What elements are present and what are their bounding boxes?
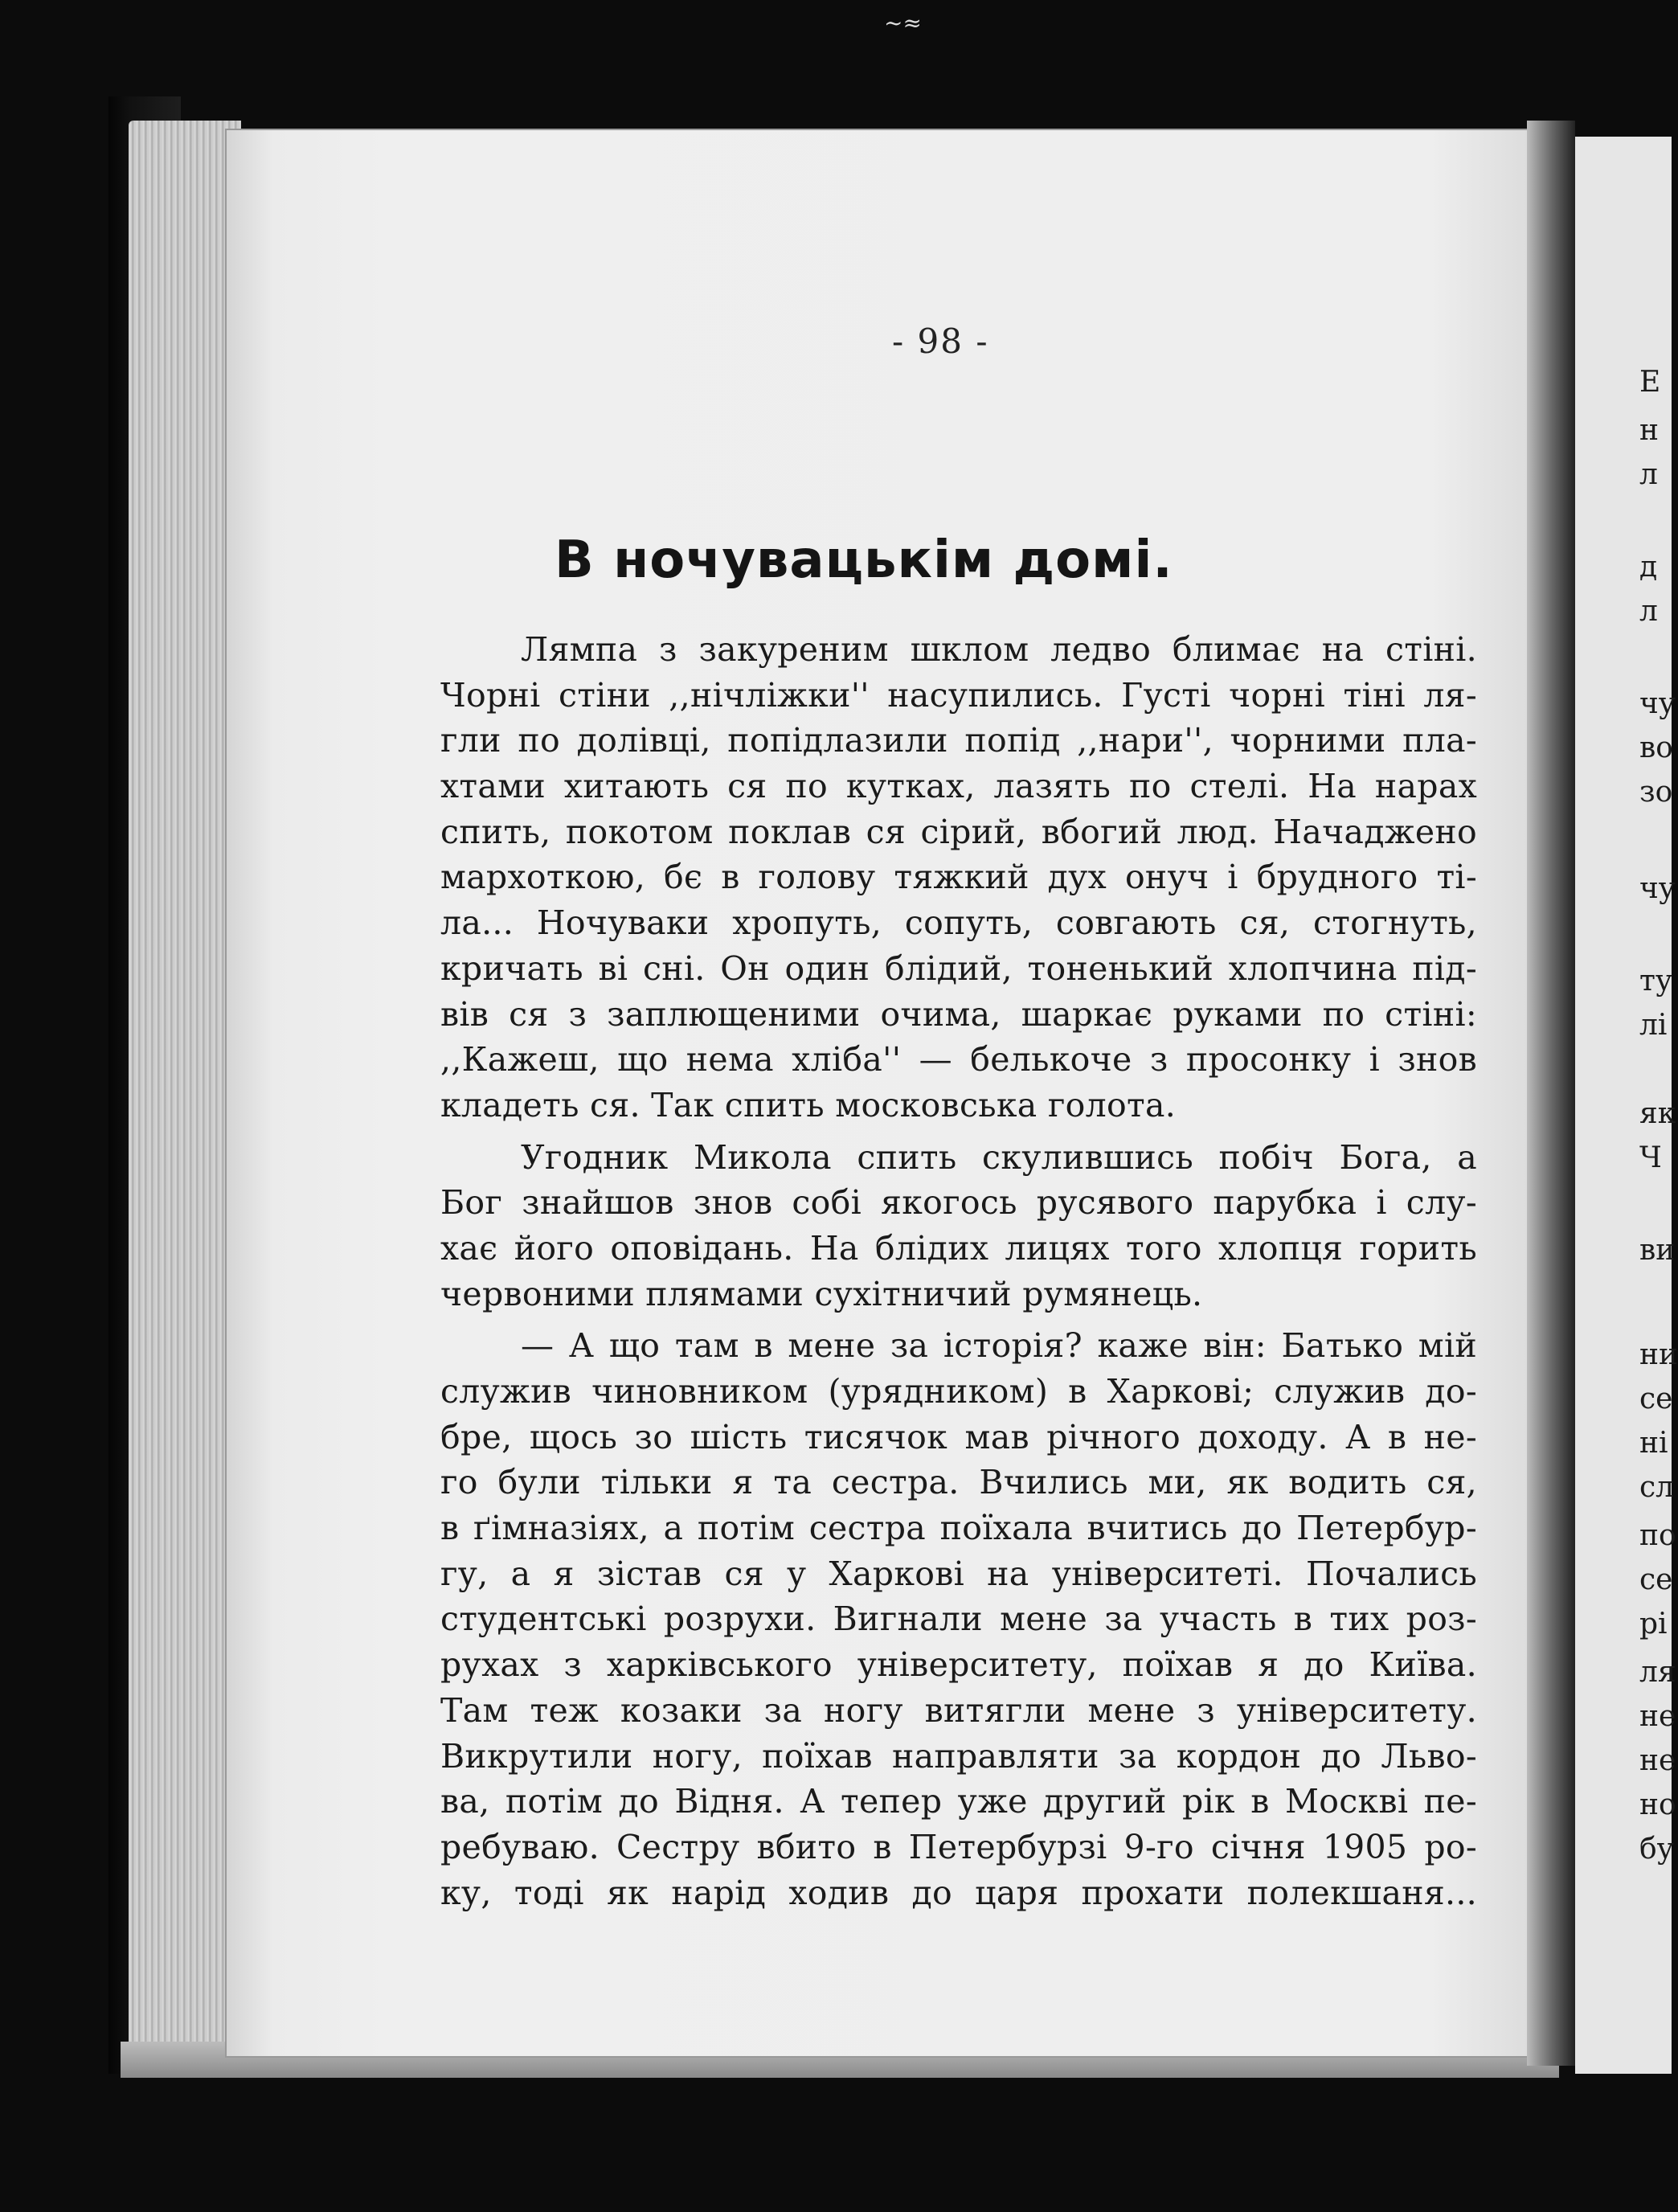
adjacent-page-fragment: не	[1639, 1744, 1676, 1777]
adjacent-page-fragment: по	[1639, 1519, 1676, 1552]
page-stack-edge	[129, 121, 241, 2066]
text-line: хтами хитають ся по кутках, лазять по стелі. На нарах	[440, 767, 1477, 806]
text-line: ва, потім до Відня. А тепер уже другий рік в Москві пе-	[440, 1782, 1477, 1821]
body-text	[440, 627, 1477, 1915]
text-line: хає його оповідань. На блідих лицях того хлопця горить	[440, 1228, 1477, 1268]
text-line: гу, а я зістав ся у Харкові на університеті. Почались	[440, 1554, 1477, 1593]
page-number: - 98 -	[892, 322, 989, 361]
text-line: бре, щось зо шість тисячок мав річного доходу. А в не-	[440, 1417, 1477, 1456]
text-line: кричать ві сні. Он один блідий, тоненький хлопчина під-	[440, 948, 1477, 988]
text-line: вів ся з заплющеними очима, шаркає руками по стіні:	[440, 994, 1477, 1034]
text-line: Викрутили ногу, поїхав направляти за кордон до Льво-	[440, 1736, 1477, 1776]
text-line: — А що там в мене за історія? каже він: Батько мій	[521, 1326, 1477, 1366]
adjacent-page-fragment: зо	[1639, 776, 1673, 809]
adjacent-page-fragment: се	[1639, 1563, 1673, 1596]
text-line: ла... Ночуваки хропуть, сопуть, совгають ся, стогнуть,	[440, 903, 1477, 943]
adjacent-page-fragment: н	[1639, 414, 1659, 447]
adjacent-page-fragment: ту	[1639, 965, 1673, 997]
adjacent-page-fragment: сл	[1639, 1471, 1675, 1504]
adjacent-page-fragment: чу	[1639, 687, 1676, 720]
text-line: служив чиновником (урядником) в Харкові; служив до-	[440, 1372, 1477, 1411]
scan-artifact-mark: ~≈	[884, 10, 922, 36]
text-line: Бог знайшов знов собі якогось русявого парубка і слу-	[440, 1183, 1477, 1223]
text-line: ,,Кажеш, що нема хліба'' — белькоче з просонку і знов	[440, 1040, 1477, 1079]
adjacent-page-fragment: ля	[1639, 1656, 1676, 1689]
text-line: червоними плямами сухітничий румянець.	[440, 1274, 1203, 1313]
text-line: Там теж козаки за ногу витягли мене з університету.	[440, 1690, 1477, 1730]
adjacent-page-fragment: не	[1639, 1700, 1676, 1733]
text-line: студентські розрухи. Вигнали мене за участь в тих роз-	[440, 1600, 1477, 1639]
adjacent-page-fragment: рі	[1639, 1608, 1668, 1641]
chapter-title: В ночувацькім домі.	[555, 530, 1173, 590]
text-line: кладеть ся. Так спить московська голота.	[440, 1085, 1177, 1124]
text-line: гли по долівці, попідлазили попід ,,нари'', чорними пла-	[440, 721, 1477, 760]
text-line: ребуваю. Сестру вбито в Петербурзі 9-го січня 1905 ро-	[440, 1827, 1477, 1866]
text-line: Угодник Микола спить скулившись побіч Бога, а	[521, 1137, 1477, 1177]
text-line: ку, тоді як нарід ходив до царя прохати полекшаня...	[440, 1873, 1477, 1912]
adjacent-page-fragment: Е	[1639, 366, 1661, 399]
adjacent-page-fragment: бу	[1639, 1833, 1674, 1866]
adjacent-page-fragment: д	[1639, 551, 1658, 584]
adjacent-page-fragment: ни	[1639, 1338, 1678, 1371]
adjacent-page-fragment: чу	[1639, 872, 1676, 905]
text-line: го були тільки я та сестра. Вчились ми, як водить ся,	[440, 1463, 1477, 1502]
adjacent-page-fragment: лі	[1639, 1009, 1668, 1042]
adjacent-page-fragment: л	[1639, 458, 1658, 491]
adjacent-page-fragment: як	[1639, 1097, 1676, 1130]
text-line: в ґімназіях, а потім сестра поїхала вчитись до Петербур-	[440, 1509, 1477, 1548]
adjacent-page-fragment: ви	[1639, 1234, 1676, 1267]
book-gutter	[1527, 121, 1575, 2066]
text-line: рухах з харківського університету, поїхав я до Київа.	[440, 1645, 1477, 1685]
adjacent-page-fragment: во	[1639, 731, 1673, 764]
adjacent-page-fragment: Ч	[1639, 1141, 1662, 1174]
adjacent-page-fragment: но	[1639, 1788, 1676, 1821]
adjacent-page-fragment: се	[1639, 1382, 1673, 1415]
text-line: мархоткою, бє в голову тяжкий дух онуч і брудного ті-	[440, 858, 1477, 897]
adjacent-page-fragment: л	[1639, 595, 1658, 628]
text-line: Лямпа з закуреним шклом ледво блимає на стіні.	[521, 630, 1477, 669]
text-line: Чорні стіни ,,нічліжки'' насупились. Густі чорні тіні ля-	[440, 675, 1477, 715]
adjacent-page-fragment: ні	[1639, 1427, 1668, 1460]
text-line: спить, покотом поклав ся сірий, вбогий люд. Начаджено	[440, 812, 1477, 851]
